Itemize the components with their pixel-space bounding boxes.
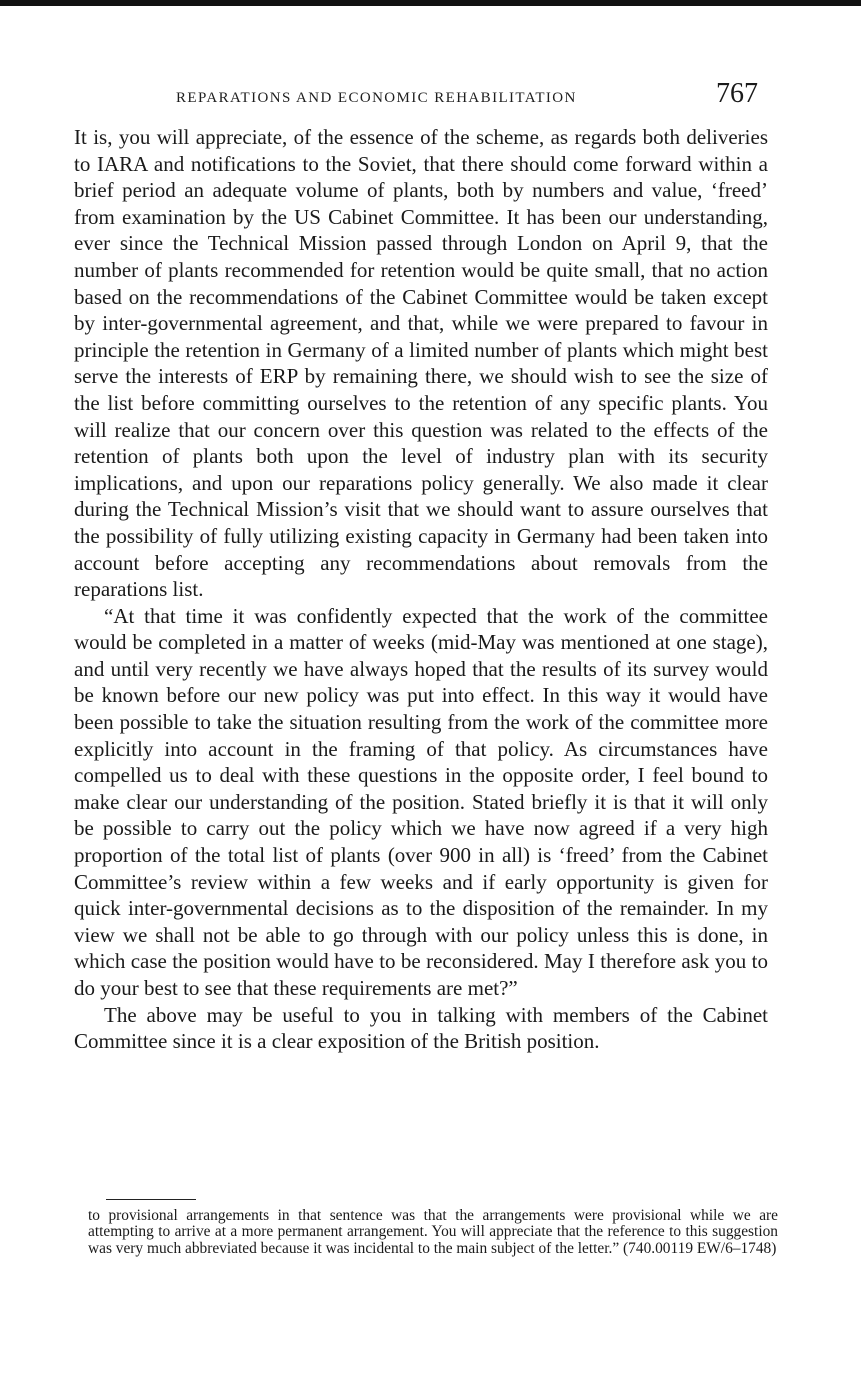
body-paragraph-3: The above may be useful to you in talking with members of the Cabinet Committee since it is a clear exposition of the British position. [74, 1002, 768, 1054]
page-number: 767 [716, 78, 758, 109]
footnote-text: to provisional arrangements in that sentence was that the arrangements were provisional while we are attempting to arrive at a more permanent arrangement. You will appreciate that the reference to this suggestion was very much abbreviated because it was incidental to the main subject of the letter.” (740.00119 EW/6–1748) [88, 1207, 778, 1257]
running-head: REPARATIONS AND ECONOMIC REHABILITATION [176, 90, 577, 106]
body-paragraph-1: It is, you will appreciate, of the essence of the scheme, as regards both deliveries to IARA and notifications to the Soviet, that there should come forward within a brief period an adequate volume of plants, both by numbers and value, ‘freed’ from examination by the US Cabinet Committee. It has been our understanding, ever since the Technical Mission passed through London on April 9, that the number of plants recommended for retention would be quite small, that no action based on the recommendations of the Cabinet Committee would be taken except by inter-governmental agreement, and that, while we were prepared to favour in principle the retention in Germany of a limited number of plants which might best serve the interests of ERP by remaining there, we should wish to see the size of the list before committing ourselves to the retention of any specific plants. You will realize that our concern over this question was related to the effects of the retention of plants both upon the level of industry plan with its security implications, and upon our reparations policy generally. We also made it clear during the Technical Mission’s visit that we should want to assure ourselves that the possibility of fully utilizing existing capacity in Germany had been taken into account before accepting any recommendations about removals from the reparations list. [74, 125, 768, 602]
footnote-rule [106, 1199, 196, 1200]
footnote [88, 1208, 778, 1257]
body-text [74, 124, 768, 1055]
top-border [0, 0, 861, 6]
body-paragraph-2: “At that time it was confidently expected that the work of the committee would be completed in a matter of weeks (mid-May was mentioned at one stage), and until very recently we have always hoped that the results of its survey would be known before our new policy was put into effect. In this way it would have been possible to take the situation resulting from the work of the committee more explicitly into account in the framing of that policy. As circumstances have compelled us to deal with these questions in the opposite order, I feel bound to make clear our understanding of the position. Stated briefly it is that it will only be possible to carry out the policy which we have now agreed if a very high proportion of the total list of plants (over 900 in all) is ‘freed’ from the Cabinet Committee’s review within a few weeks and if early opportunity is given for quick inter-governmental decisions as to the disposition of the remainder. In my view we shall not be able to go through with our policy unless this is done, in which case the position would have to be reconsidered. May I therefore ask you to do your best to see that these requirements are met?” [74, 603, 768, 1000]
